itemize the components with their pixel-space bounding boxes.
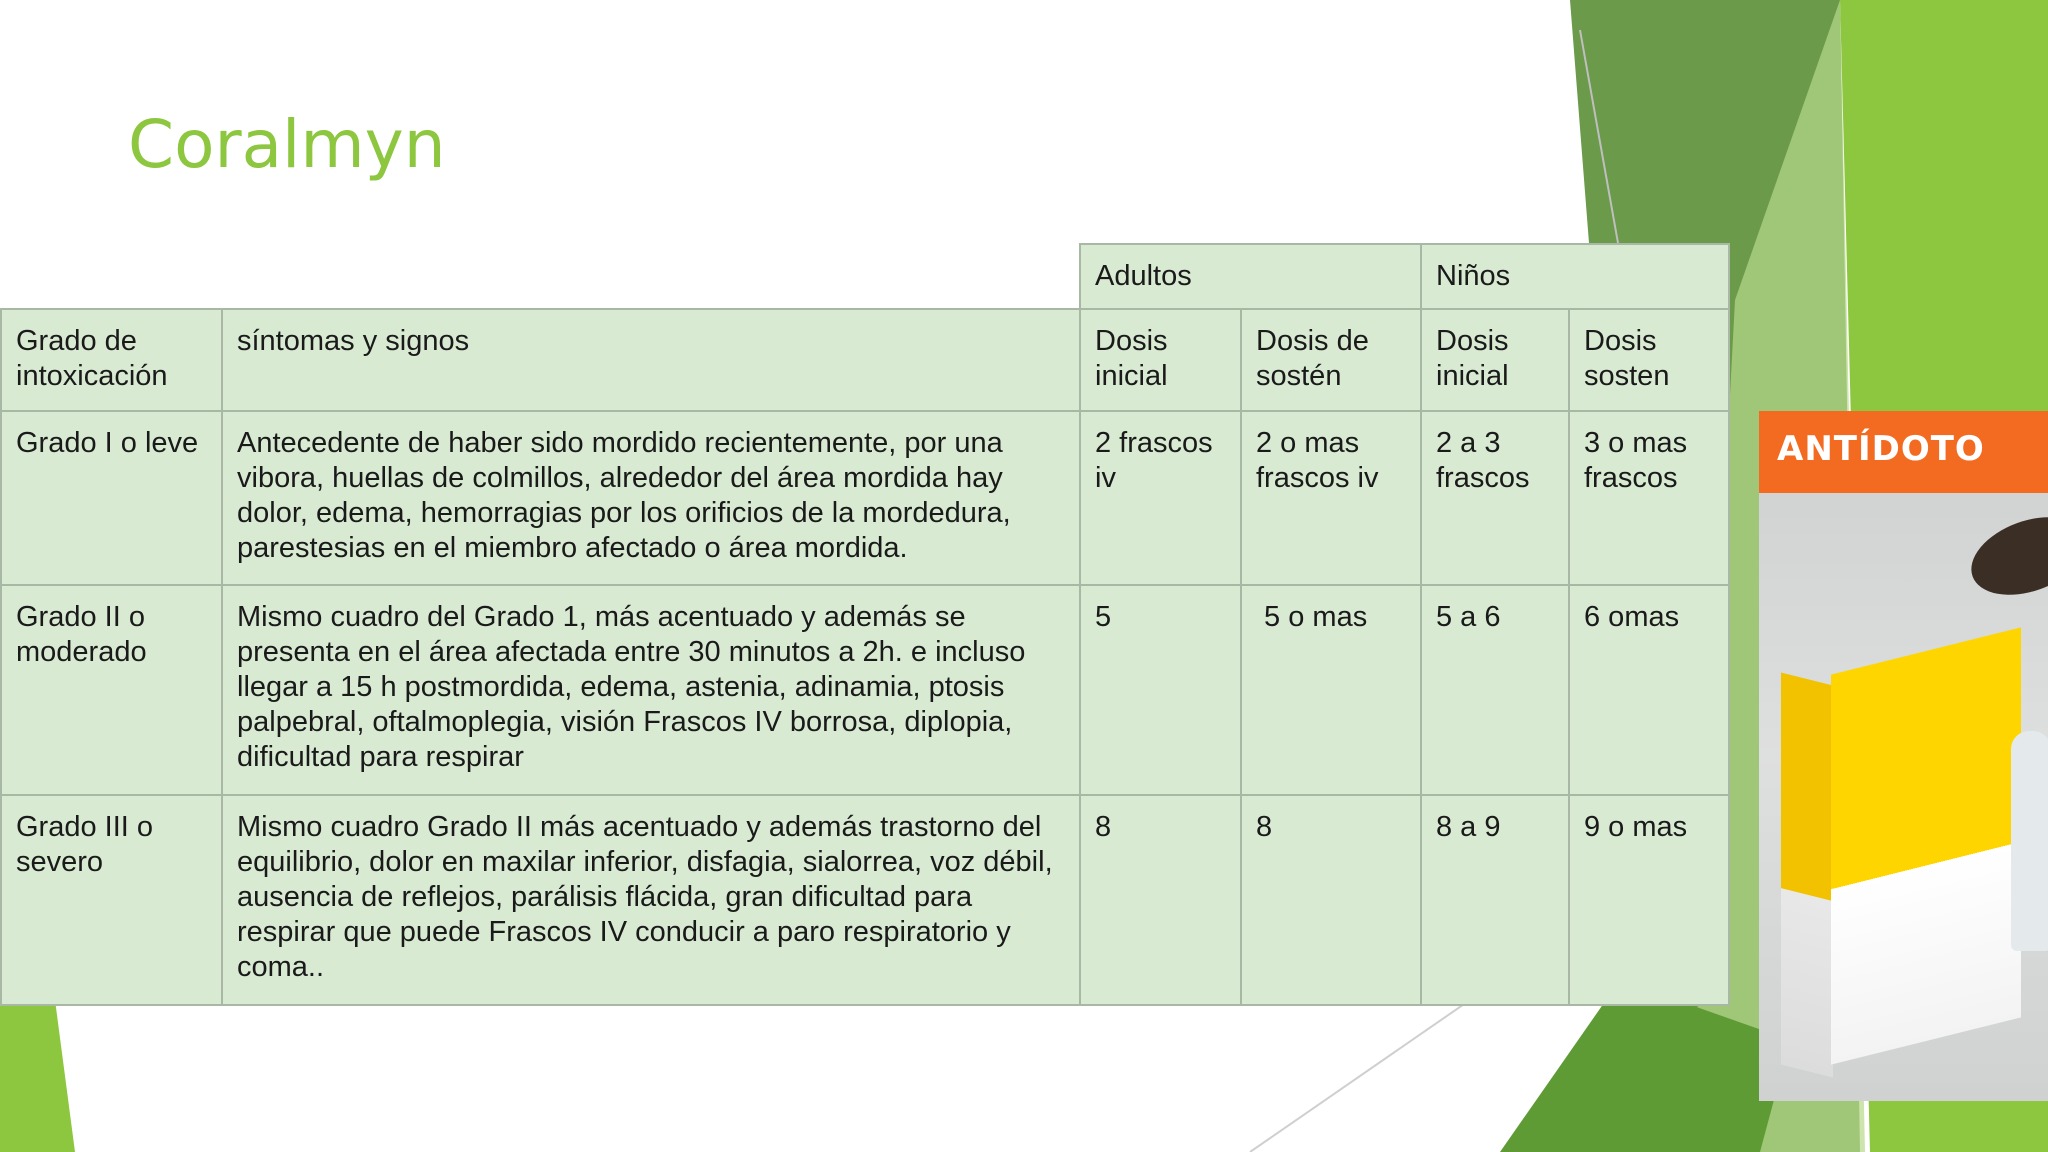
dose-table: [0, 243, 1730, 1006]
header-child-maintenance: Dosis sosten: [1569, 309, 1729, 411]
cell-grade: Grado II o moderado: [1, 585, 222, 795]
cell-adult-maintenance: 2 o mas frascos iv: [1241, 411, 1421, 585]
slide-title: Coralmyn: [128, 106, 446, 183]
group-header-adults: Adultos: [1080, 244, 1421, 309]
header-grade: Grado de intoxicación: [1, 309, 222, 411]
table-row: [1, 411, 1729, 585]
product-box-front: [1831, 627, 2021, 1064]
header-adult-maintenance: Dosis de sostén: [1241, 309, 1421, 411]
cell-adult-initial: 5: [1080, 585, 1241, 795]
table-row: [1, 585, 1729, 795]
cell-grade: Grado III o severo: [1, 795, 222, 1005]
group-header-row: [1, 244, 1729, 309]
cell-symptoms: Antecedente de haber sido mordido recientemente, por una vibora, huellas de colmillos, alrededor del área mordida hay dolor, edema, hemorragias por los orificios de la mordedura, parestesias en el miembro afectado o área mordida.: [222, 411, 1080, 585]
cell-child-initial: 2 a 3 frascos: [1421, 411, 1569, 585]
cell-grade: Grado I o leve: [1, 411, 222, 585]
product-box-side: [1781, 673, 1833, 1078]
group-header-children: Niños: [1421, 244, 1729, 309]
table-row: [1, 795, 1729, 1005]
header-child-initial: Dosis inicial: [1421, 309, 1569, 411]
cell-adult-maintenance: 8: [1241, 795, 1421, 1005]
antidote-product-image: [1759, 411, 2048, 1101]
antidote-banner-text: ANTÍDOTO: [1777, 429, 1985, 469]
cell-adult-maintenance: 5 o mas: [1241, 585, 1421, 795]
vial-graphic: [2011, 731, 2048, 951]
cell-adult-initial: 8: [1080, 795, 1241, 1005]
header-symptoms: síntomas y signos: [222, 309, 1080, 411]
snake-head-graphic: [1961, 503, 2048, 610]
cell-symptoms: Mismo cuadro Grado II más acentuado y además trastorno del equilibrio, dolor en maxilar inferior, disfagia, sialorrea, voz débil, ausencia de reflejos, parálisis flácida, gran dificultad para respirar que puede Frascos IV conducir a paro respiratorio y coma..: [222, 795, 1080, 1005]
header-adult-initial: Dosis inicial: [1080, 309, 1241, 411]
cell-child-maintenance: 6 omas: [1569, 585, 1729, 795]
cell-symptoms: Mismo cuadro del Grado 1, más acentuado y además se presenta en el área afectada entre 30 minutos a 2h. e incluso llegar a 15 h postmordida, edema, astenia, adinamia, ptosis palpebral, oftalmoplegia, visión Frascos IV borrosa, diplopia, dificultad para respirar: [222, 585, 1080, 795]
cell-child-maintenance: 3 o mas frascos: [1569, 411, 1729, 585]
deco-line-bottom: [1250, 1000, 1470, 1152]
deco-shape-bottom-left: [0, 1000, 75, 1152]
cell-child-initial: 5 a 6: [1421, 585, 1569, 795]
cell-child-maintenance: 9 o mas: [1569, 795, 1729, 1005]
column-header-row: [1, 309, 1729, 411]
blank-cell: [1, 244, 1080, 309]
cell-adult-initial: 2 frascos iv: [1080, 411, 1241, 585]
cell-child-initial: 8 a 9: [1421, 795, 1569, 1005]
